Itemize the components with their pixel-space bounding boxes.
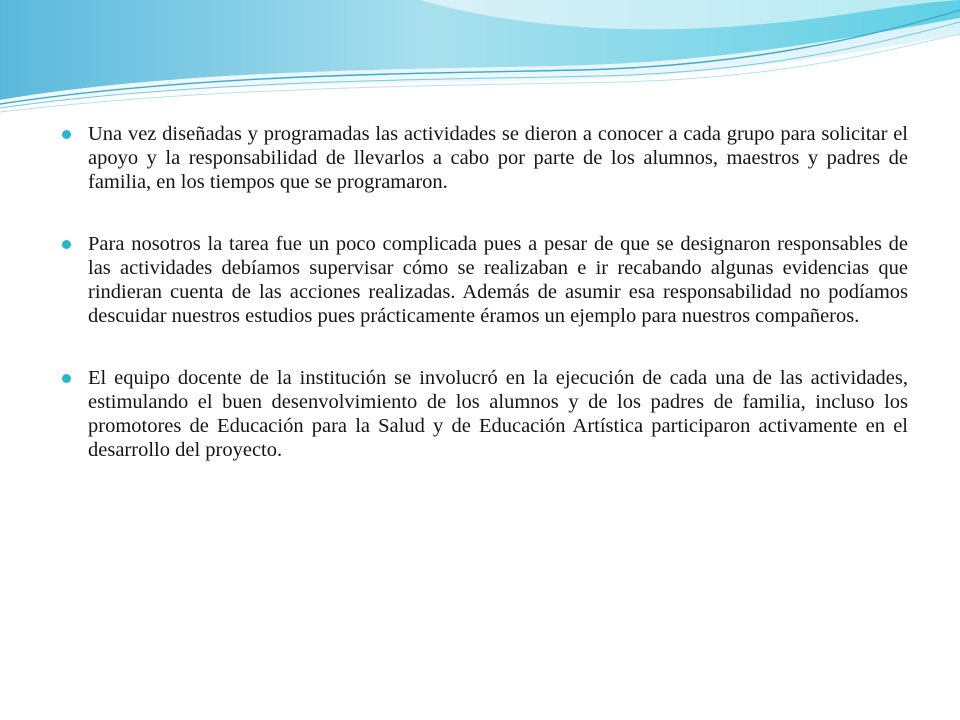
bullet-text: Una vez diseñadas y programadas las actividades se dieron a conocer a cada grupo para solicitar el apoyo y la responsabilidad de llevarlos a cabo por parte de los alumnos, maestros y padres de familia, en los tiempos que se programaron. (88, 123, 908, 193)
bullet-item (60, 366, 908, 462)
bullet-dot-icon (62, 374, 71, 383)
bullet-text: El equipo docente de la institución se involucró en la ejecución de cada una de las actividades, estimulando el buen desenvolvimiento de los alumnos y de los padres de familia, incluso los promotores de Educación para la Salud y de Educación Artística participaron activamente en el desarrollo del proyecto. (88, 367, 908, 461)
bullet-item (60, 232, 908, 328)
bullet-item (60, 122, 908, 194)
bullet-dot-icon (62, 240, 71, 249)
bullet-text: Para nosotros la tarea fue un poco complicada pues a pesar de que se designaron responsables de las actividades debíamos supervisar cómo se realizaban e ir recabando algunas evidencias que rindieran cuenta de las acciones realizadas. Además de asumir esa responsabilidad no podíamos descuidar nuestros estudios pues prácticamente éramos un ejemplo para nuestros compañeros. (88, 233, 908, 327)
header-wave-decoration (0, 0, 960, 120)
bullet-dot-icon (62, 130, 71, 139)
bullet-list (60, 122, 908, 500)
